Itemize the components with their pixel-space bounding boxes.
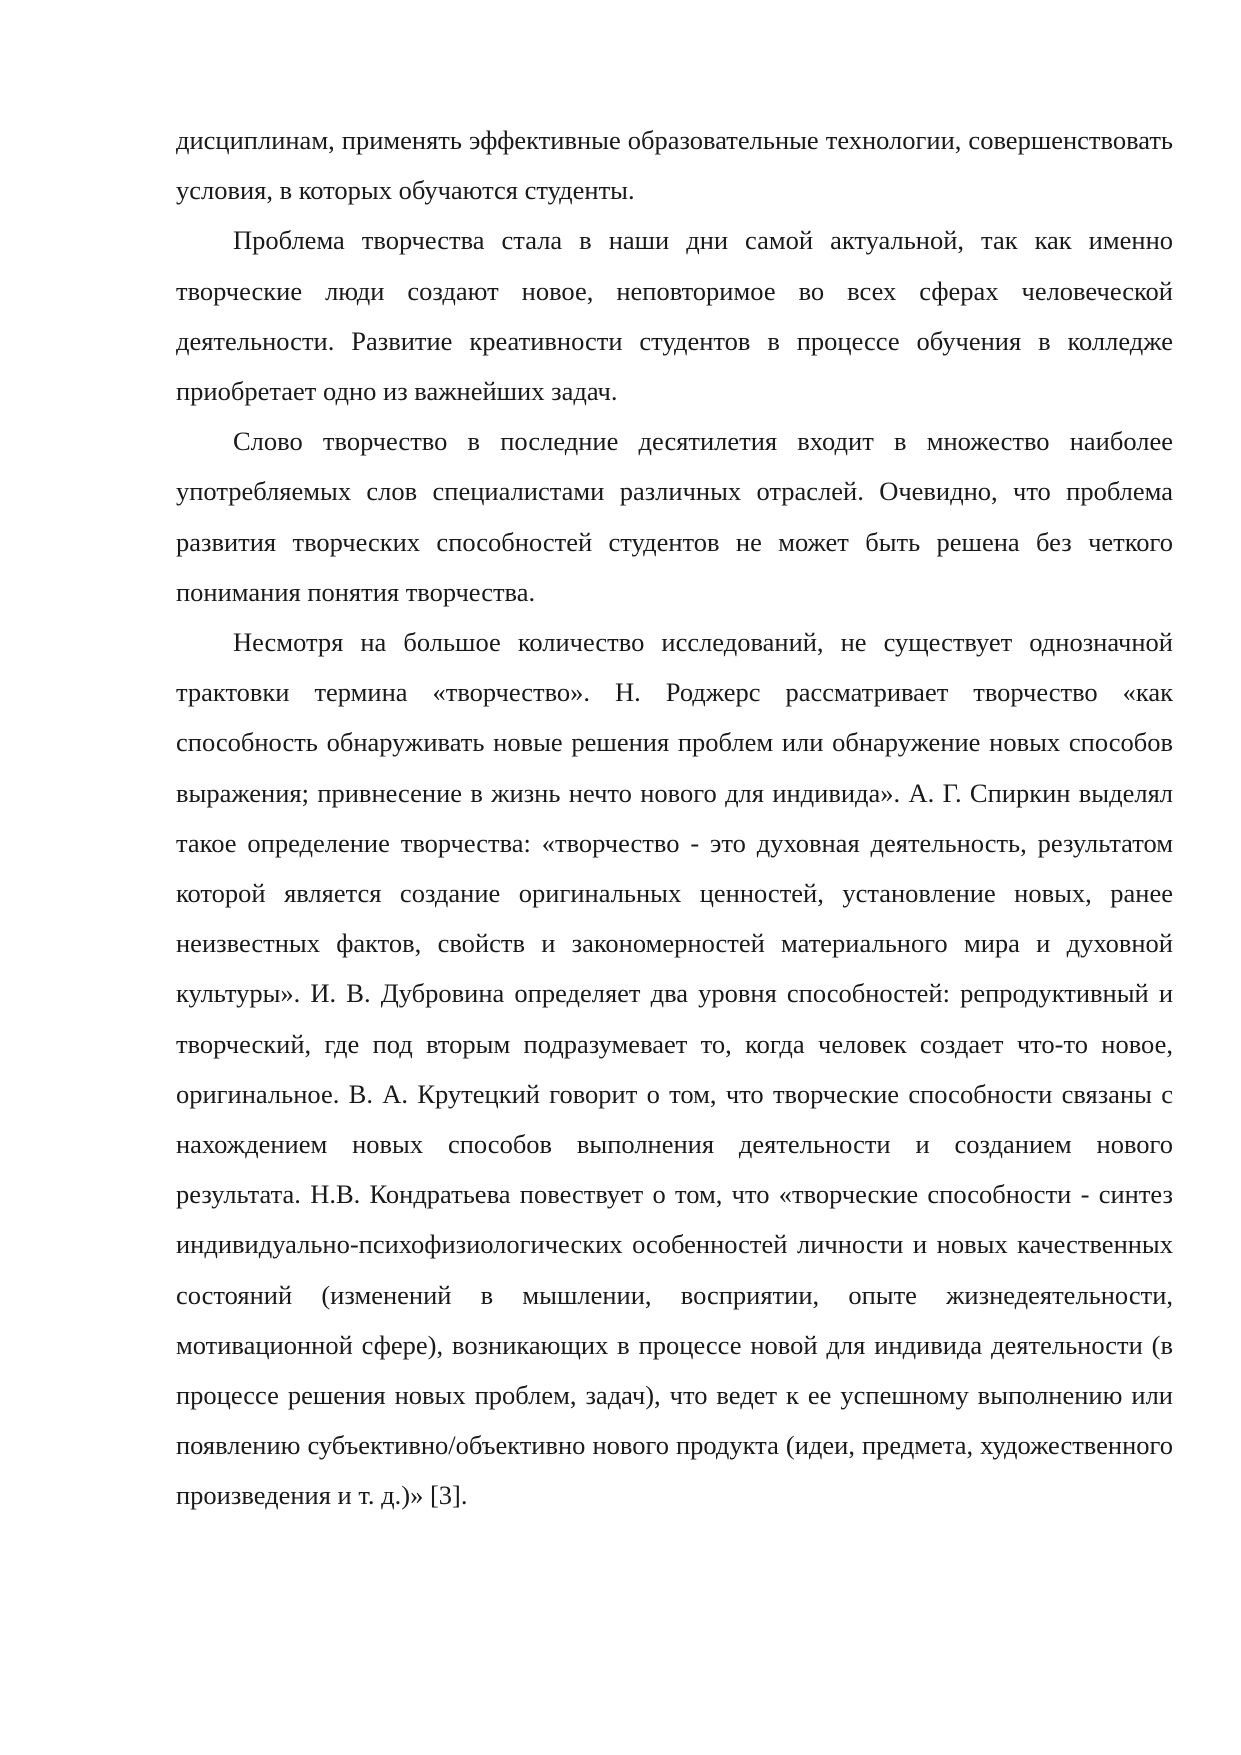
paragraph-word-creativity: Слово творчество в последние десятилетия входит в множество наиболее употребляемых слов специалистами различных отраслей. Очевидно, что проблема развития творческих способностей студентов не может быть решена без четкого понимания понятия творчества.	[176, 426, 1173, 607]
paragraph-creativity-problem: Проблема творчества стала в наши дни самой актуальной, так как именно творческие люди создают новое, неповторимое во всех сферах человеческой деятельности. Развитие креативности студентов в процессе обучения в колледже приобретает одно из важнейших задач.	[176, 225, 1173, 407]
paragraph-continuation: дисциплинам, применять эффективные образовательные технологии, совершенствовать условия, в которых обучаются студенты.	[176, 125, 1173, 206]
paragraph-definitions: Несмотря на большое количество исследований, не существует однозначной трактовки термина «творчество». Н. Роджерс рассматривает творчество «как способность обнаруживать новые решения проблем или обнаружение новых способов выражения; привнесение в жизнь нечто нового для индивида». А. Г. Спиркин выделял такое определение творчества: «творчество - это духовная деятельность, результатом которой является создание оригинальных ценностей, установление новых, ранее неизвестных фактов, свойств и закономерностей материального мира и духовной культуры». И. В. Дубровина определяет два уровня способностей: репродуктивный и творческий, где под вторым подразумевает то, когда человек создает что-то новое, оригинальное. В. А. Крутецкий говорит о том, что творческие способности связаны с нахождением новых способов выполнения деятельности и созданием нового результата. Н.В. Кондратьева повествует о том, что «творческие способности - синтез индивидуально-психофизиологических особенностей личности и новых качественных состояний (изменений в мышлении, восприятии, опыте жизнедеятельности, мотивационной сфере), возникающих в процессе новой для индивида деятельности (в процессе решения новых проблем, задач), что ведет к ее успешному выполнению или появлению субъективно/объективно нового продукта (идеи, предмета, художественного произведения и т. д.)» [3].	[176, 627, 1173, 1511]
body-text	[176, 115, 1173, 1521]
